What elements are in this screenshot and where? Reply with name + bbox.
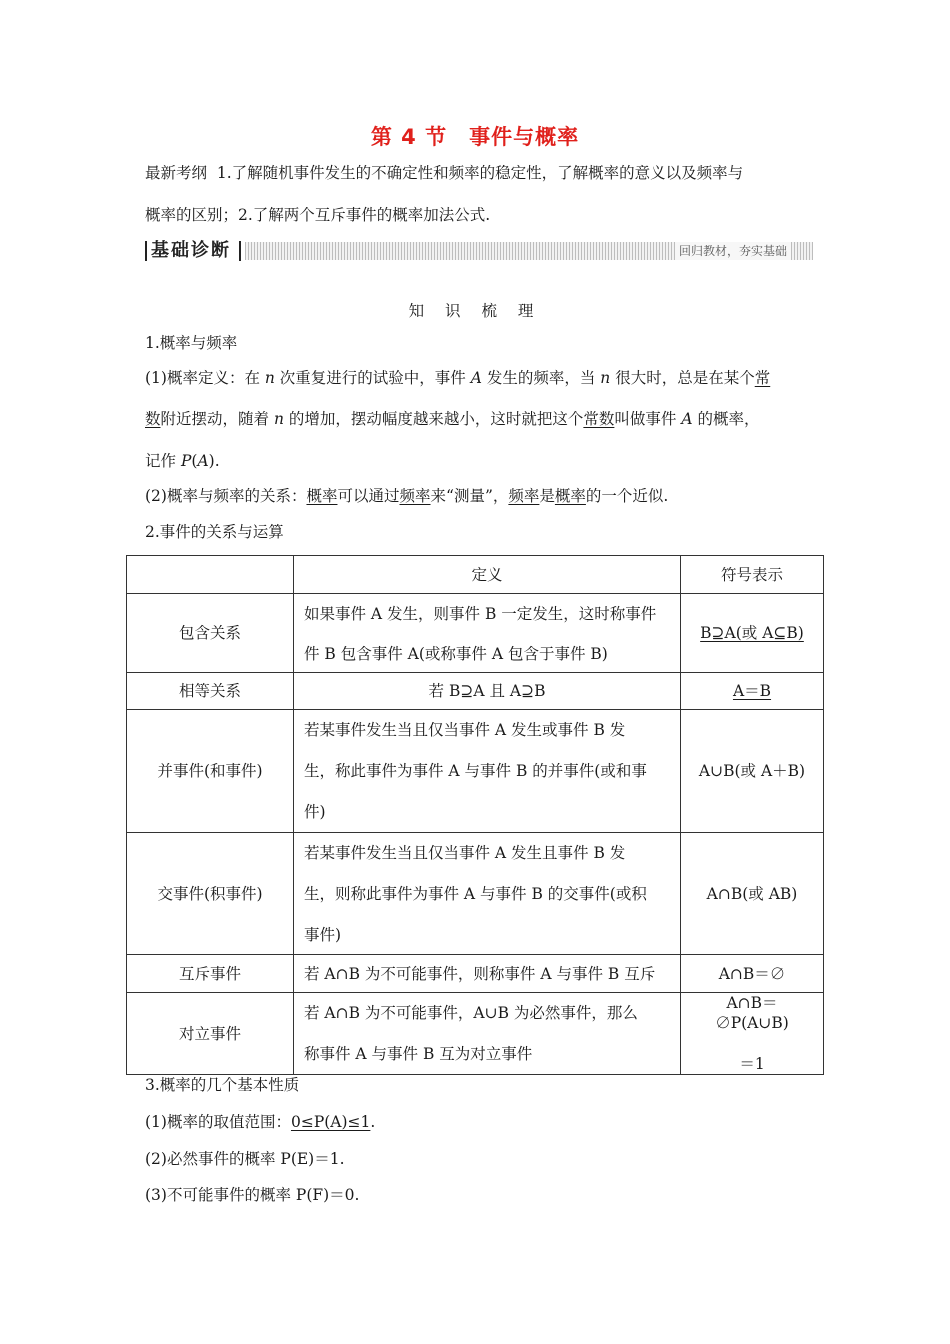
table-cell: 对立事件 (127, 993, 294, 1075)
table-cell: 包含关系 (127, 594, 294, 673)
syllabus-line-1 (145, 163, 815, 183)
s3-p3: (3)不可能事件的概率 P(F)＝0. (145, 1186, 360, 1204)
table-header: 符号表示 (681, 556, 824, 594)
s3-title: 3.概率的几个基本性质 (145, 1076, 300, 1094)
s3-p1: (1)概率的取值范围：0≤P(A)≤1. (145, 1113, 376, 1131)
table-cell: 互斥事件 (127, 955, 294, 993)
table-cell: A∩B＝∅P(A∪B) ＝1 (681, 993, 824, 1075)
banner-label: 基础诊断 (145, 238, 241, 264)
table-cell: 若某事件发生当且仅当事件 A 发生且事件 B 发 生，则称此事件为事件 A 与事件 B 的交事件(或积 事件) (294, 833, 681, 955)
table-cell: A∩B(或 AB) (681, 833, 824, 955)
table-cell: A∪B(或 A＋B) (681, 710, 824, 833)
s1-p1-line-1: (1)概率定义：在 n 次重复进行的试验中，事件 A 发生的频率，当 n 很大时，总是在某个常 (145, 369, 771, 387)
s3-p2: (2)必然事件的概率 P(E)＝1. (145, 1150, 345, 1168)
s1-p2: (2)概率与频率的关系：概率可以通过频率来“测量”，频率是概率的一个近似. (145, 487, 669, 505)
table-header (127, 556, 294, 594)
syllabus-line-2: 概率的区别；2.了解两个互斥事件的概率加法公式. (145, 206, 491, 224)
table-cell: 相等关系 (127, 673, 294, 710)
section-number: 第 4 节 (370, 125, 448, 149)
s1-p1-line-2: 数附近摆动，随着 n 的增加，摆动幅度越来越小，这时就把这个常数叫做事件 A 的概率， (145, 410, 760, 428)
table-row (127, 710, 824, 833)
knowledge-heading: 知 识 梳 理 (408, 302, 542, 320)
section-banner (145, 238, 813, 264)
table-cell: 若 A∩B 为不可能事件，A∪B 为必然事件，那么 称事件 A 与事件 B 互为对立事件 (294, 993, 681, 1075)
table-cell: 并事件(和事件) (127, 710, 294, 833)
table-row (127, 673, 824, 710)
table-cell: 交事件(积事件) (127, 833, 294, 955)
banner-tag: 回归教材，夯实基础 (675, 242, 791, 260)
table-header-row (127, 556, 824, 594)
table-row (127, 833, 824, 955)
table-cell: 如果事件 A 发生，则事件 B 一定发生，这时称事件 件 B 包含事件 A(或称事件 A 包含于事件 B) (294, 594, 681, 673)
table-cell: 若某事件发生当且仅当事件 A 发生或事件 B 发 生，称此事件为事件 A 与事件 B 的并事件(或和事 件) (294, 710, 681, 833)
relations-table (126, 555, 824, 1075)
syllabus-text-1: 1.了解随机事件发生的不确定性和频率的稳定性，了解概率的意义以及频率与 (216, 164, 744, 182)
syllabus-label: 最新考纲 (145, 164, 208, 182)
table-header: 定义 (294, 556, 681, 594)
page-title (0, 121, 950, 151)
s1-p1-line-3: 记作 P(A). (145, 452, 220, 470)
table-cell: B⊇A(或 A⊆B) (681, 594, 824, 673)
table-cell: A＝B (681, 673, 824, 710)
s1-title: 1.概率与频率 (145, 334, 238, 352)
section-topic: 事件与概率 (469, 125, 580, 149)
table-row (127, 993, 824, 1075)
table-row (127, 594, 824, 673)
s2-title: 2.事件的关系与运算 (145, 523, 284, 541)
table-cell: 若 B⊇A 且 A⊇B (294, 673, 681, 710)
table-row (127, 955, 824, 993)
table-cell: A∩B＝∅ (681, 955, 824, 993)
table-cell: 若 A∩B 为不可能事件，则称事件 A 与事件 B 互斥 (294, 955, 681, 993)
